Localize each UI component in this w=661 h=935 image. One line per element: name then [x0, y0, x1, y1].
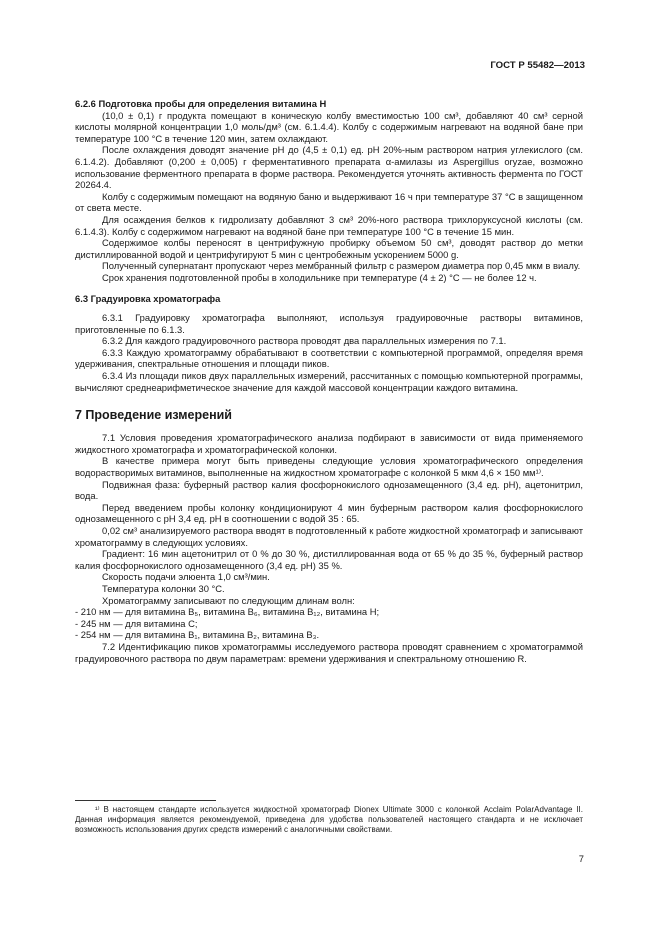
paragraph: Подвижная фаза: буферный раствор калия фосфорнокислого однозамещенного (3,4 ед. рН), ацетонитрил, вода.: [75, 478, 583, 502]
paragraph: 6.3.3 Каждую хроматограмму обрабатывают в соответствии с компьютерной программой, определяя время удерживания, спектральные отношения и площади пиков.: [75, 346, 583, 370]
wavelength-list-item: - 254 нм — для витамина В₁, витамина В₂, витамина В₃.: [75, 629, 320, 641]
paragraph: Для осаждения белков к гидролизату добавляют 3 см³ 20%-ного раствора трихлоруксусной кислоты (см. 6.1.4.3). Колбу с содержимом нагревают на водяной бане при температуре 100 °С в течение 15 мин.: [75, 213, 583, 237]
paragraph: Перед введением пробы колонку кондиционируют 4 мин буферным раствором калия фосфорнокислого однозамещенного с рН 3,4 ед. рН в соотношении с водой 35 : 65.: [75, 501, 583, 525]
paragraph: Полученный супернатант пропускают через мембранный фильтр с размером диаметра пор 0,45 мкм в виалу.: [102, 260, 581, 272]
standard-header: ГОСТ Р 55482—2013: [490, 60, 585, 71]
section-7-heading: 7 Проведение измерений: [75, 408, 232, 423]
paragraph: 6.3.2 Для каждого градуировочного раствора проводят два параллельных измерения по 7.1.: [102, 335, 507, 347]
paragraph: В качестве примера могут быть приведены следующие условия хроматографического определения водорастворимых витаминов, выполненные на жидкостном хроматографе с колонкой 5 мкм 4,6 × 150 мм¹⁾.: [75, 455, 583, 479]
paragraph: 7.1 Условия проведения хроматографического анализа подбирают в зависимости от вида применяемого жидкостного хроматографа и хроматографической колонки.: [75, 432, 583, 455]
paragraph: Температура колонки 30 °С.: [102, 582, 225, 594]
section-6-3-heading: 6.3 Градуировка хроматографа: [75, 292, 221, 304]
paragraph: 6.3.4 Из площади пиков двух параллельных измерений, рассчитанных с помощью компьютерной программы, вычисляют среднеарифметическое значение для каждой массовой концентрации каждого витамина.: [75, 370, 583, 393]
page-number: 7: [578, 853, 584, 864]
footnote: ¹⁾ В настоящем стандарте используется жидкостной хроматограф Dionex Ultimate 3000 с колонкой Acclaim PolarAdvantage II. Данная информация является рекомендуемой, приведена для удобства пользователей настоящего стандарта и не исключает возможность использования других средств измерений с аналогичными свойствами.: [75, 805, 583, 835]
wavelength-list-item: - 245 нм — для витамина С;: [75, 617, 198, 629]
paragraph: Срок хранения подготовленной пробы в холодильнике при температуре (4 ± 2) °С — не более 12 ч.: [102, 271, 537, 283]
paragraph: Скорость подачи элюента 1,0 см³/мин.: [102, 571, 270, 583]
paragraph: Хроматограмму записывают по следующим длинам волн:: [102, 594, 355, 606]
paragraph: Градиент: 16 мин ацетонитрил от 0 % до 30 %, дистиллированная вода от 65 % до 35 %, буферный раствор калия фосфорнокислого однозамещенного (3,4 ед. рН) 35 %.: [75, 548, 583, 571]
paragraph: 0,02 см³ анализируемого раствора вводят в подготовленный к работе жидкостной хроматограф и записывают хроматограмму в следующих условиях.: [75, 525, 583, 548]
paragraph: (10,0 ± 0,1) г продукта помещают в коническую колбу вместимостью 100 см³, добавляют 40 см³ серной кислоты молярной концентрации 1,0 моль/дм³ (см. 6.1.4.4). Колбу с содержимым нагревают на водяной бане при температуре 100 °С в течение 120 мин, затем охлаждают.: [75, 109, 583, 144]
document-body: [75, 98, 583, 664]
paragraph: 7.2 Идентификацию пиков хроматограммы исследуемого раствора проводят сравнением с хроматограммой градуировочного раствора по двум параметрам: времени удерживания и спектральному отношению R.: [75, 640, 583, 664]
section-6-2-6-heading: 6.2.6 Подготовка пробы для определения витамина Н: [75, 98, 327, 109]
wavelength-list-item: - 210 нм — для витамина В₅, витамина В₆, витамина В₁₂, витамина Н;: [75, 606, 380, 618]
paragraph: 6.3.1 Градуировку хроматографа выполняют, используя градуировочные растворы витаминов, приготовленные по 6.1.3.: [75, 312, 583, 335]
paragraph: Содержимое колбы переносят в центрифужную пробирку объемом 50 см³, доводят раствор до метки дистиллированной водой и центрифугируют 5 мин с центробежным ускорением 5000 g.: [75, 237, 583, 260]
paragraph: После охлаждения доводят значение рН до (4,5 ± 0,1) ед. рН 20%-ным раствором натрия углекислого (см. 6.1.4.2). Добавляют (0,200 ± 0,005) г ферментативного препарата α-амилазы из Aspergillus oryzae, возможно использование ферментного препарата в форме раствора. Рекомендуется уточнять активность фермента по ГОСТ 20264.4.: [75, 144, 583, 191]
paragraph: Колбу с содержимым помещают на водяную баню и выдерживают 16 ч при температуре 37 °С в защищенном от света месте.: [75, 190, 583, 214]
footnote-separator: [75, 800, 216, 801]
